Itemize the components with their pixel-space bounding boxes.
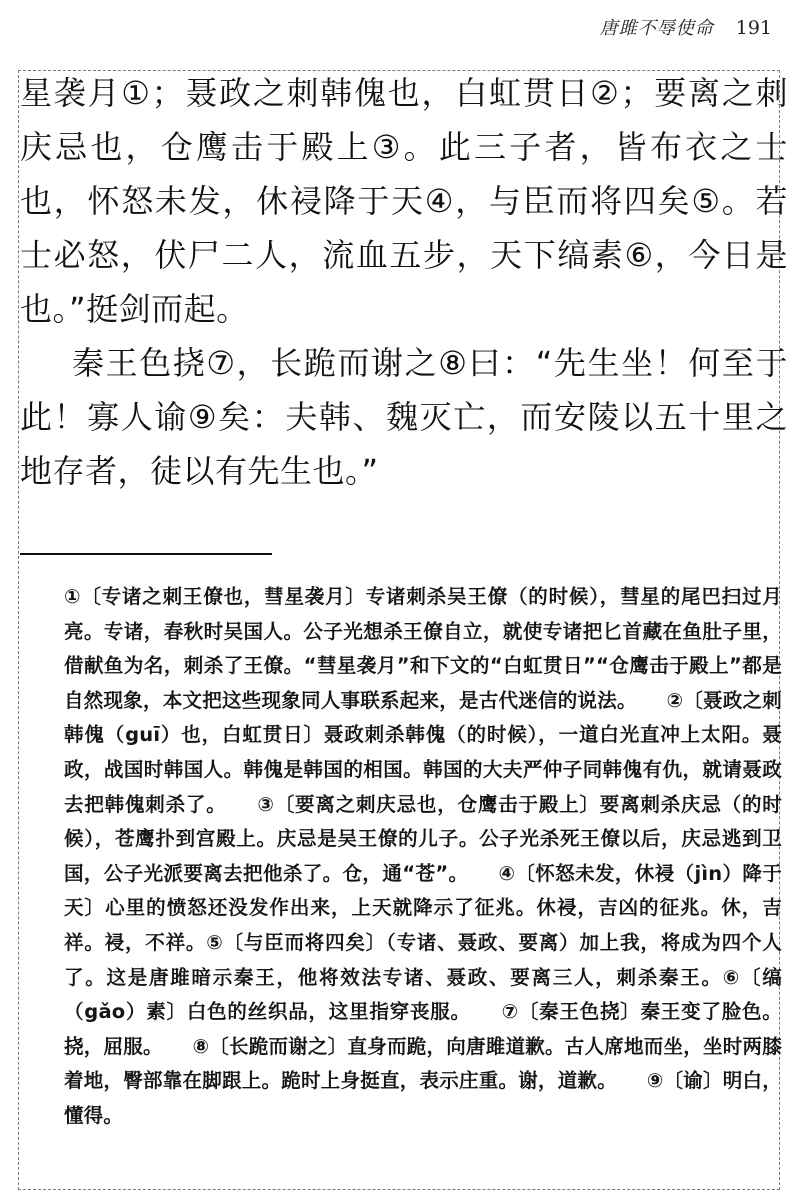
footnote-text: ①〔专诸之刺王僚也，彗星袭月〕专诸刺杀吴王僚（的时候），彗星的尾巴扫过月亮。专诸，春秋时吴国人。公子光想杀王僚自立，就使专诸把匕首藏在鱼肚子里，借献鱼为名，刺杀了王僚。“彗星袭月”和下文的“白虹贯日”“仓鹰击于殿上”都是自然现象，本文把这些现象同人事联系起来，是古代迷信的说法。 ②〔聂政之刺韩傀（guī）也，白虹贯日〕聂政刺杀韩傀（的时候），一道白光直冲上太阳。聂政，战国时韩国人。韩傀是韩国的相国。韩国的大夫严仲子同韩傀有仇，就请聂政去把韩傀刺杀了。 ③〔要离之刺庆忌也，仓鹰击于殿上〕要离刺杀庆忌（的时候），苍鹰扑到宫殿上。庆忌是吴王僚的儿子。公子光杀死王僚以后，庆忌逃到卫国，公子光派要离去把他杀了。仓，通“苍”。 ④〔怀怒未发，休祲（jìn）降于天〕心里的愤怒还没发作出来，上天就降示了征兆。休祲，吉凶的征兆。休，吉祥。祲，不祥。⑤〔与臣而将四矣〕（专诸、聂政、要离）加上我，将成为四个人了。这是唐雎暗示秦王，他将效法专诸、聂政、要离三人，刺杀秦王。⑥〔缟（gǎo）素〕白色的丝织品，这里指穿丧服。 ⑦〔秦王色挠〕秦王变了脸色。挠，屈服。 ⑧〔长跪而谢之〕直身而跪，向唐雎道歉。古人席地而坐，坐时两膝着地，臀部靠在脚跟上。跪时上身挺直，表示庄重。谢，道歉。 ⑨〔谕〕明白，懂得。 (64, 585, 782, 1127)
paragraph-1: 星袭月①；聂政之刺韩傀也，白虹贯日②；要离之刺庆忌也，仓鹰击于殿上③。此三子者，皆布衣之士也，怀怒未发，休祲降于天④，与臣而将四矣⑤。若士必怒，伏尸二人，流血五步，天下缟素⑥，今日是也。”挺剑而起。 (20, 74, 788, 328)
page-number: 191 (735, 17, 772, 39)
footnote-separator (20, 553, 272, 555)
footnotes (64, 580, 782, 1134)
main-text (20, 66, 788, 498)
paragraph-2: 秦王色挠⑦，长跪而谢之⑧曰：“先生坐！何至于此！寡人谕⑨矣：夫韩、魏灭亡，而安陵以五十里之地存者，徒以有先生也。” (20, 344, 788, 490)
page-header (600, 14, 772, 40)
running-title: 唐雎不辱使命 (599, 18, 714, 39)
